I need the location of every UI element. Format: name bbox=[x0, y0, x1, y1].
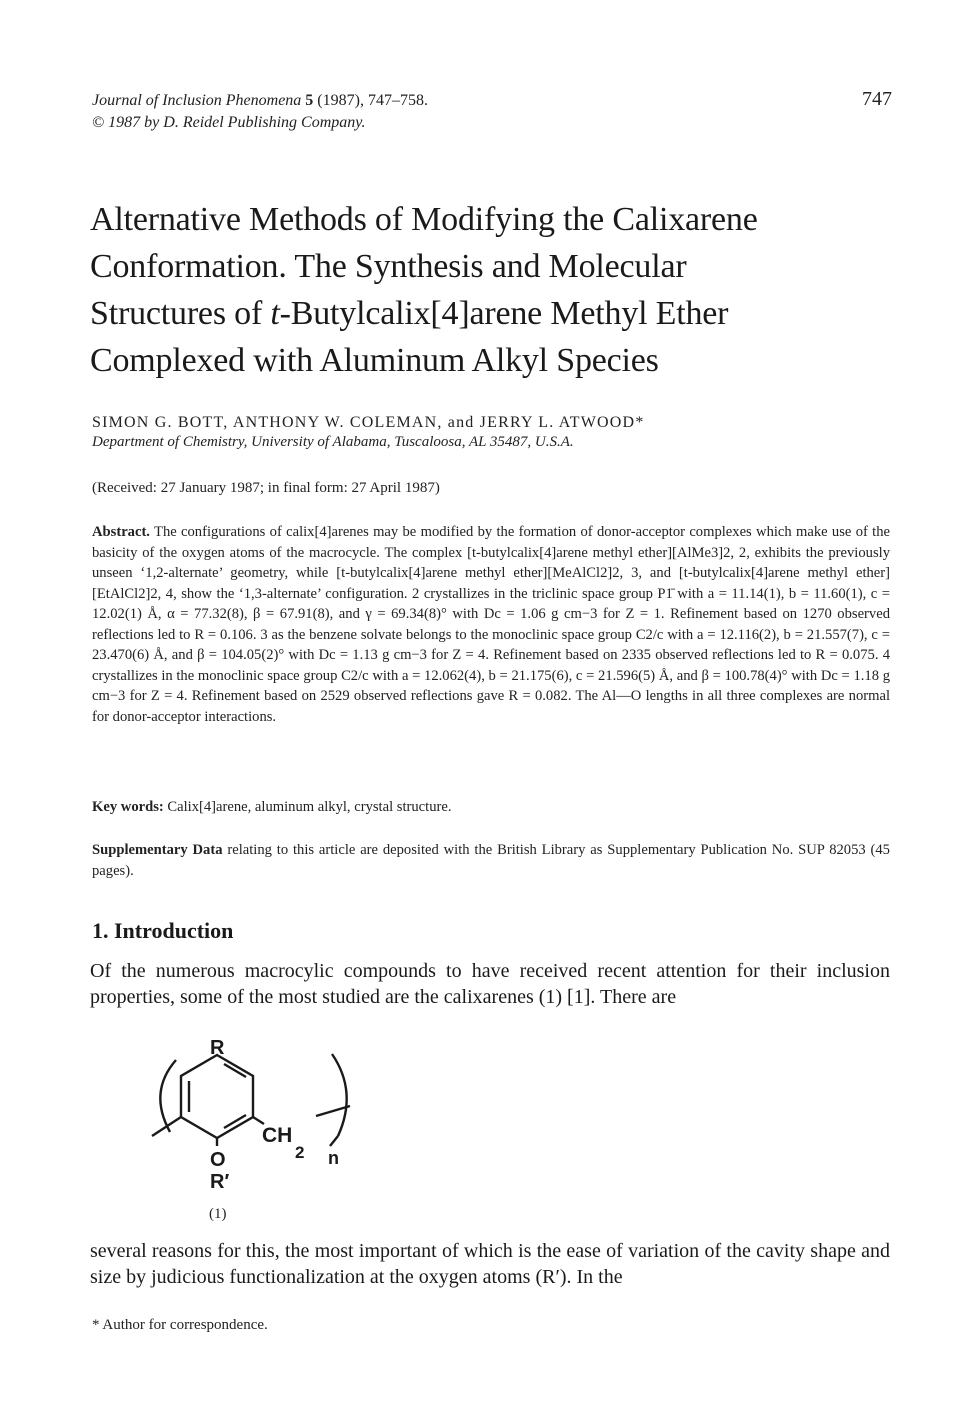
running-header bbox=[92, 90, 428, 134]
journal-citation bbox=[92, 90, 428, 112]
page-number: 747 bbox=[862, 88, 892, 110]
ring-double-bond-2 bbox=[224, 1115, 246, 1128]
title-line-3-pre: Structures of bbox=[90, 295, 271, 332]
structure-caption: (1) bbox=[209, 1206, 227, 1222]
section-heading: 1. Introduction bbox=[92, 918, 234, 943]
supplementary-data bbox=[92, 840, 890, 881]
title-line-3-italic: t bbox=[270, 295, 280, 332]
keywords bbox=[92, 799, 452, 816]
abstract-text: The configurations of calix[4]arenes may be modified by the formation of donor-acceptor complexes which make use of the basicity of the oxygen atoms of the macrocycle. The complex [t-butylcalix[4]arene methyl ether][AlMe3]2, 2, exhibits the previously unseen ‘1,2-alternate’ geometry, while [t-butylcalix[4]arene methyl ether][MeAlCl2]2, 3, and [t-butylcalix[4]arene methyl ether][EtAlCl2]2, 4, show the ‘1,3-alternate’ configuration. 2 crystallizes in the triclinic space group P1̄ with a = 11.14(1), b = 11.60(1), c = 12.02(1) Å, α = 77.32(8), β = 67.91(8), and γ = 69.34(8)° with Dc = 1.06 g cm−3 for Z = 1. Refinement based on 1270 observed reflections led to R = 0.106. 3 as the benzene solvate belongs to the monoclinic space group C2/c with a = 12.116(2), b = 21.557(7), c = 23.470(6) Å, and β = 104.05(2)° with Dc = 1.13 g cm−3 for Z = 4. Refinement based on 2335 observed reflections led to R = 0.075. 4 crystallizes in the monoclinic space group C2/c with a = 12.062(4), b = 21.175(6), c = 21.596(5) Å, and β = 100.78(4)° with Dc = 1.18 g cm−3 for Z = 4. Refinement based on 2529 observed reflections gave R = 0.082. The Al—O lengths in all three complexes are normal for donor-acceptor interactions. bbox=[92, 524, 890, 725]
journal-volume: 5 bbox=[305, 92, 314, 109]
o-label: O bbox=[210, 1149, 226, 1171]
n-subscript: n bbox=[328, 1148, 339, 1168]
supplementary-label: Supplementary Data bbox=[92, 842, 223, 858]
received-dates: (Received: 27 January 1987; in final form: 27 April 1987) bbox=[92, 480, 440, 496]
right-bracket bbox=[332, 1054, 347, 1136]
supplementary-text: relating to this article are deposited with the British Library as Supplementary Publication No. SUP 82053 (45 pages). bbox=[92, 842, 890, 879]
title-line-4: Complexed with Aluminum Alkyl Species bbox=[90, 342, 659, 379]
calixarene-structure-diagram bbox=[140, 1040, 380, 1200]
article-title bbox=[90, 196, 890, 384]
body-paragraph-2: several reasons for this, the most important of which is the ease of variation of the cavity shape and size by judicious functionalization at the oxygen atoms (R′). In the bbox=[90, 1240, 890, 1288]
r-label: R bbox=[210, 1040, 225, 1059]
journal-name: Journal of Inclusion Phenomena bbox=[92, 92, 302, 109]
title-line-1: Alternative Methods of Modifying the Calixarene bbox=[90, 201, 758, 238]
footnote: * Author for correspondence. bbox=[92, 1317, 268, 1333]
affiliation: Department of Chemistry, University of Alabama, Tuscaloosa, AL 35487, U.S.A. bbox=[92, 434, 574, 450]
keywords-text: Calix[4]arene, aluminum alkyl, crystal structure. bbox=[167, 799, 452, 815]
tail-right-bend bbox=[330, 1136, 338, 1146]
body-paragraph-1: Of the numerous macrocylic compounds to have received recent attention for their inclusion properties, some of the most studied are the calixarenes (1) [1]. There are bbox=[90, 960, 890, 1008]
abstract-label: Abstract. bbox=[92, 524, 150, 540]
author-list: SIMON G. BOTT, ANTHONY W. COLEMAN, and JERRY L. ATWOOD* bbox=[92, 414, 645, 431]
ch2-label: CH bbox=[262, 1124, 293, 1147]
copyright-line: © 1987 by D. Reidel Publishing Company. bbox=[92, 114, 366, 131]
abstract bbox=[92, 522, 890, 727]
keywords-label: Key words: bbox=[92, 799, 164, 815]
rprime-label: R′ bbox=[210, 1171, 230, 1193]
title-line-2: Conformation. The Synthesis and Molecular bbox=[90, 248, 687, 285]
ch2-subscript: 2 bbox=[295, 1143, 305, 1162]
journal-year-pages: (1987), 747–758. bbox=[313, 92, 428, 109]
bond-to-ch2 bbox=[253, 1117, 264, 1124]
benzene-ring bbox=[181, 1055, 253, 1138]
bond-to-left bbox=[152, 1117, 181, 1136]
title-line-3-post: -Butylcalix[4]arene Methyl Ether bbox=[279, 295, 729, 332]
title-line-3 bbox=[90, 290, 890, 337]
